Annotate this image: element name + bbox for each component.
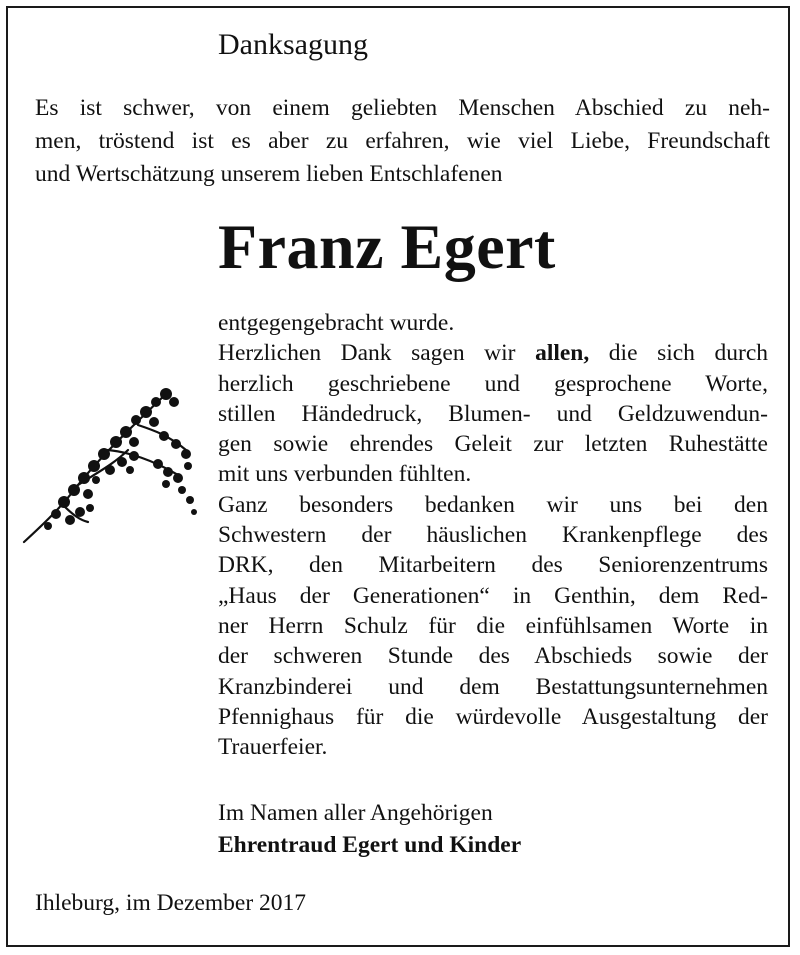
intro-line: men, tröstend ist es aber zu erfahren, wie viel Liebe, Freundschaft	[35, 128, 770, 154]
signature-intro: Im Namen aller Angehörigen	[218, 800, 493, 826]
body-line: gen sowie ehrendes Geleit zur letzten Ruhestätte	[218, 431, 768, 458]
body-line: Herzlichen Dank sagen wir allen, die sich durch	[218, 340, 769, 367]
body-line: Trauerfeier.	[218, 734, 328, 761]
body-line: stillen Händedruck, Blumen- und Geldzuwendun-	[218, 400, 768, 427]
body-line: Schwestern der häuslichen Krankenpflege des	[218, 522, 768, 549]
place-date: Ihleburg, im Dezember 2017	[35, 890, 307, 916]
intro-line: und Wertschätzung unserem lieben Entschlafenen	[35, 161, 503, 187]
signature-names: Ehrentraud Egert und Kinder	[218, 832, 522, 858]
intro-line: Es ist schwer, von einem geliebten Menschen Abschied zu neh-	[35, 95, 770, 121]
body-line: der schweren Stunde des Abschieds sowie der	[218, 643, 768, 670]
body-line: Pfennighaus für die würdevolle Ausgestaltung der	[218, 703, 768, 730]
body-line: mit uns verbunden fühlten.	[218, 461, 472, 488]
body-line: herzlich geschriebene und gesprochene Worte,	[218, 370, 768, 397]
heading: Danksagung	[218, 28, 368, 61]
emphasis: allen,	[535, 340, 590, 367]
intro-paragraph	[35, 92, 770, 191]
body-line: Ganz besonders bedanken wir uns bei den	[218, 491, 768, 518]
deceased-name: Franz Egert	[218, 211, 556, 282]
ivy-branch-icon	[18, 380, 203, 550]
body-line: DRK, den Mitarbeitern des Seniorenzentrums	[218, 552, 768, 579]
body-paragraph	[218, 308, 768, 762]
body-line: entgegengebracht wurde.	[218, 310, 455, 336]
body-line: Kranzbinderei und dem Bestattungsunternehmen	[218, 673, 768, 700]
body-line: „Haus der Generationen“ in Genthin, dem Red-	[218, 582, 768, 609]
body-line: ner Herrn Schulz für die einfühlsamen Worte in	[218, 612, 768, 639]
